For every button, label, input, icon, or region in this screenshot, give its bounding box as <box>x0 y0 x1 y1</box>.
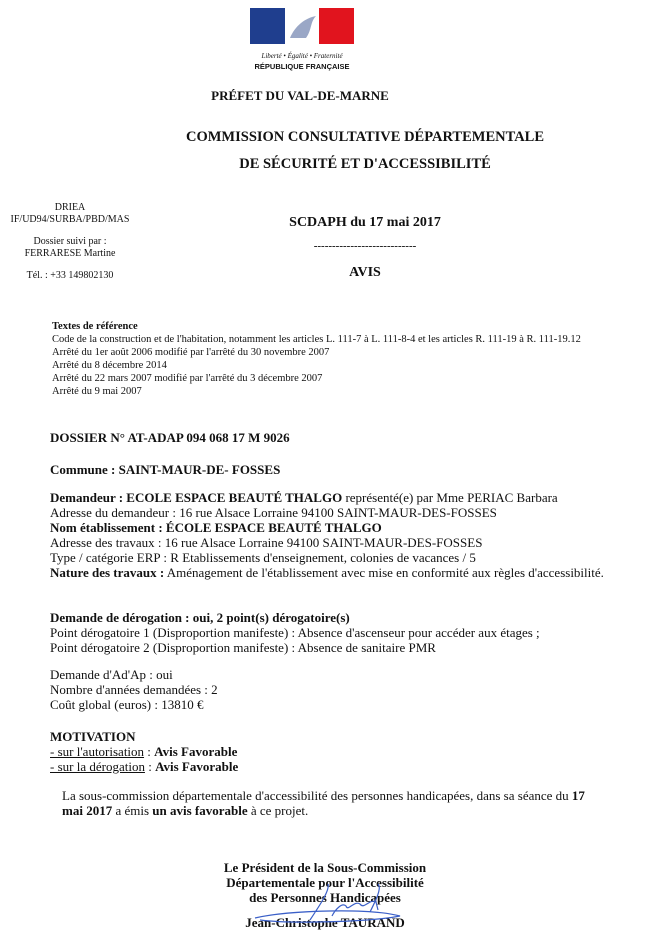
dossier-number: DOSSIER N° AT-ADAP 094 068 17 M 9026 <box>50 430 290 445</box>
derogation-block: Demande de dérogation : oui, 2 point(s) dérogatoire(s) Point dérogatoire 1 (Disproportion manifeste) : Absence d'ascenseur pour accéder aux étages ; Point dérogatoire 2 (Disproportion manifeste) : Absence de sanitaire PMR <box>50 610 540 655</box>
adap-block: Demande d'Ad'Ap : oui Nombre d'années demandées : 2 Coût global (euros) : 13810 € <box>50 667 218 712</box>
signature-block: Le Président de la Sous-Commission Départementale pour l'Accessibilité des Personnes Handicapées Jean-Christophe TAURAND <box>223 860 427 930</box>
prefet-title: PRÉFET DU VAL-DE-MARNE <box>211 88 389 103</box>
commission-title-1: COMMISSION CONSULTATIVE DÉPARTEMENTALE <box>185 129 545 145</box>
flag-icon <box>250 8 354 44</box>
conclusion: La sous-commission départementale d'accessibilité des personnes handicapées, dans sa séance du 17 mai 2017 a émis un avis favorable à ce projet. <box>62 788 585 818</box>
demandeur-block: Demandeur : ECOLE ESPACE BEAUTÉ THALGO représenté(e) par Mme PERIAC Barbara Adresse du demandeur : 16 rue Alsace Lorraine 94100 SAINT-MAUR-DES-FOSSES Nom établissement : ÉCOLE ESPACE BEAUTÉ THALGO Adresse des travaux : 16 rue Alsace Lorraine 94100 SAINT-MAUR-DES-FOSSES Type / catégorie ERP : R Etablissements d'enseignement, colonies de vacances / 5 Nature des travaux : Aménagement de l'établissement avec mise en conformité aux règles d'accessibilité. <box>50 490 604 580</box>
references: Textes de référence Code de la construction et de l'habitation, notamment les articles L. 111-7 à L. 111-8-4 et les articles R. 111-19 à R. 111-19.12 Arrêté du 1er août 2006 modifié par l'arrêté du 30 novembre 2007 Arrêté du 8 décembre 2014 Arrêté du 22 mars 2007 modifié par l'arrêté du 3 décembre 2007 Arrêté du 9 mai 2007 <box>52 321 581 397</box>
commission-title-2: DE SÉCURITÉ ET D'ACCESSIBILITÉ <box>239 156 491 172</box>
motivation-block: MOTIVATION - sur l'autorisation : Avis Favorable - sur la dérogation : Avis Favorable <box>50 729 239 774</box>
sender-block: DRIEA IF/UD94/SURBA/PBD/MAS Dossier suivi par : FERRARESE Martine Tél. : +33 149802130 <box>10 202 130 281</box>
handwritten-signature <box>250 880 410 930</box>
avis-title: AVIS <box>349 265 381 280</box>
marianne-logo: Liberté • Égalité • Fraternité RÉPUBLIQUE FRANÇAISE <box>250 8 354 71</box>
commune: Commune : SAINT-MAUR-DE- FOSSES <box>50 462 281 477</box>
separator: ---------------------------- <box>313 240 417 252</box>
meeting-title: SCDAPH du 17 mai 2017 <box>289 215 441 230</box>
